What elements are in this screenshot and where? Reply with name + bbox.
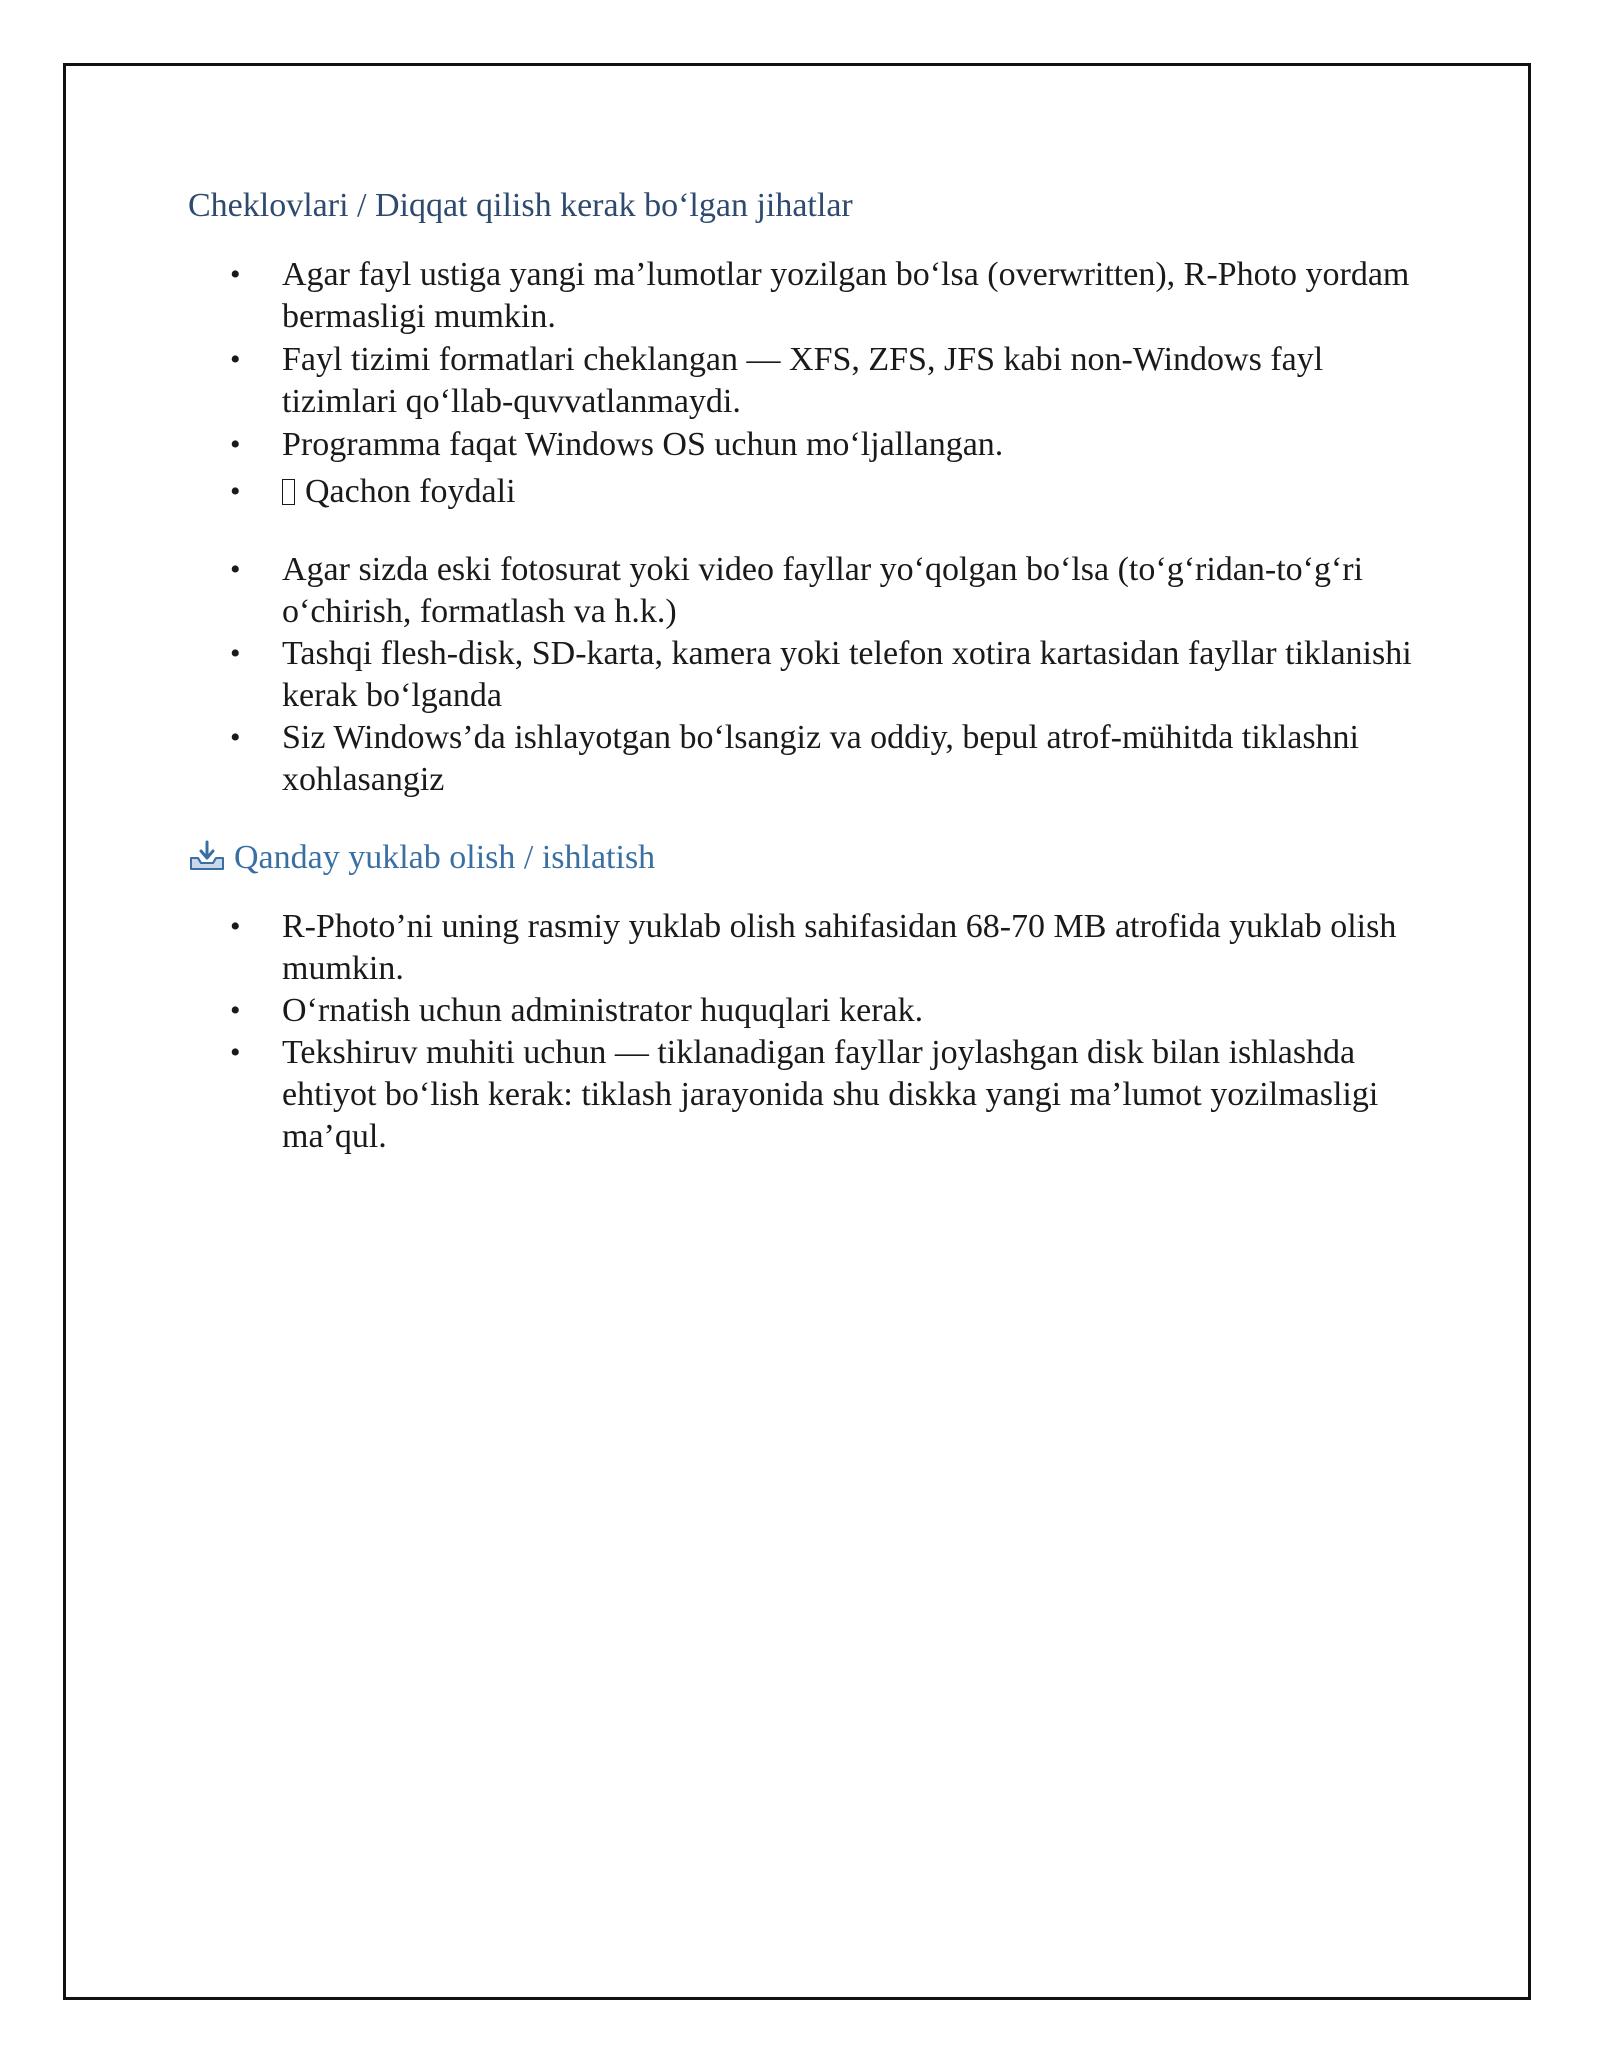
list-item: • R-Photo’ni uning rasmiy yuklab olish sahifasidan 68-70 MB atrofida yuklab olish mumkin.: [188, 906, 1428, 990]
use-cases-list: [188, 549, 1428, 801]
list-item: • Tashqi flesh-disk, SD-karta, kamera yoki telefon xotira kartasidan fayllar tiklanishi kerak bo‘lganda: [188, 633, 1428, 717]
download-heading-text: Qanday yuklab olish / ishlatish: [234, 839, 656, 876]
list-item: • O‘rnatish uchun administrator huquqlari kerak.: [188, 990, 1428, 1032]
when-useful-label: Qachon foydali: [305, 473, 516, 510]
missing-glyph-icon: [282, 479, 295, 505]
download-list: [188, 906, 1428, 1158]
list-item: • Agar fayl ustiga yangi ma’lumotlar yozilgan bo‘lsa (overwritten), R-Photo yordam bermasligi mumkin.: [188, 254, 1428, 338]
list-item: • Programma faqat Windows OS uchun mo‘ljallangan.: [188, 424, 1428, 466]
section-heading-limitations: Cheklovlari / Diqqat qilish kerak bo‘lgan jihatlar: [188, 187, 853, 224]
list-item: • Fayl tizimi formatlari cheklangan — XFS, ZFS, JFS kabi non-Windows fayl tizimlari qo‘llab-quvvatlanmaydi.: [188, 339, 1428, 423]
list-item: • Tekshiruv muhiti uchun — tiklanadigan fayllar joylashgan disk bilan ishlashda ehtiyot bo‘lish kerak: tiklash jarayonida shu diskka yangi ma’lumot yozilmasligi ma’qul.: [188, 1032, 1428, 1158]
list-item: • Siz Windows’da ishlayotgan bo‘lsangiz va oddiy, bepul atrof-mühitda tiklashni xohlasangiz: [188, 717, 1428, 801]
limitations-list: [188, 254, 1428, 513]
inbox-download-icon: [188, 840, 226, 872]
section-heading-download: [188, 837, 1428, 879]
list-item-when-useful: [188, 471, 1428, 513]
list-item: • Agar sizda eski fotosurat yoki video fayllar yo‘qolgan bo‘lsa (to‘g‘ridan-to‘g‘ri o‘chirish, formatlash va h.k.): [188, 549, 1428, 633]
document-body: [188, 185, 1428, 1158]
